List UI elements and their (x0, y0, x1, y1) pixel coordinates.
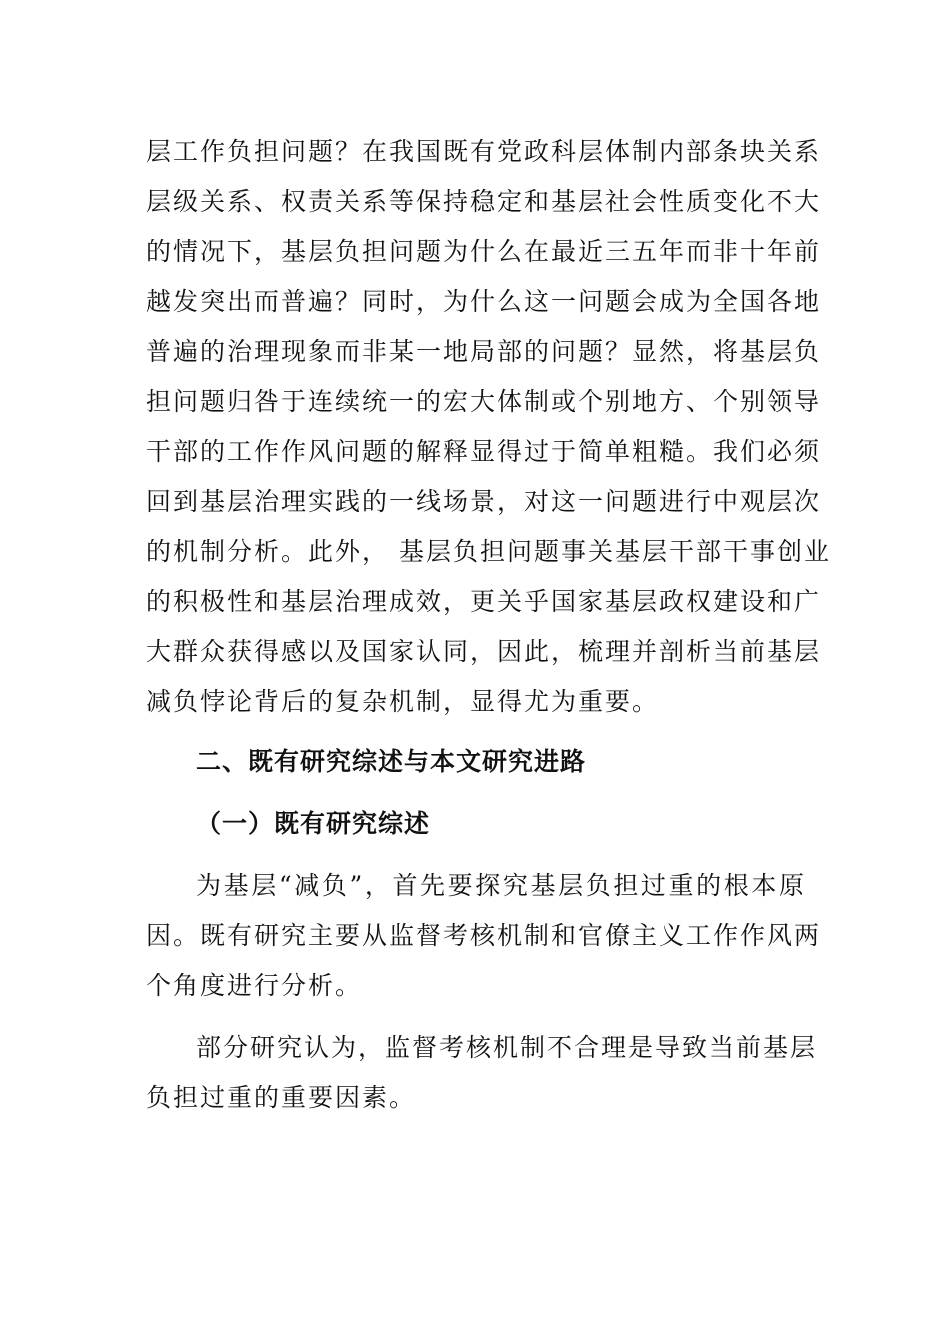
paragraph-line: 担问题归咎于连续统一的宏大体制或个别地方、个别领导 (146, 387, 822, 416)
paragraph-line: 的情况下，基层负担问题为什么在最近三五年而非十年前 (146, 237, 822, 266)
paragraph-line: 普遍的治理现象而非某一地局部的问题？显然，将基层负 (146, 337, 822, 366)
paragraph-line: 的机制分析。此外， 基层负担问题事关基层干部干事创业 (146, 537, 831, 566)
paragraph-line: 干部的工作作风问题的解释显得过于简单粗糙。我们必须 (146, 437, 822, 466)
subsection-heading: （一）既有研究综述 (196, 809, 431, 838)
paragraph-line: 越发突出而普遍？同时，为什么这一问题会成为全国各地 (146, 287, 822, 316)
paragraph-line: 层工作负担问题？在我国既有党政科层体制内部条块关系 (146, 137, 822, 166)
paragraph-line: 因。既有研究主要从监督考核机制和官僚主义工作作风两 (146, 921, 822, 950)
section-heading: 二、既有研究综述与本文研究进路 (196, 747, 587, 776)
paragraph-line: 减负悖论背后的复杂机制，显得尤为重要。 (146, 687, 660, 716)
paragraph-line: 为基层“减负”，首先要探究基层负担过重的根本原 (196, 871, 806, 900)
paragraph-line: 的积极性和基层治理成效，更关乎国家基层政权建设和广 (146, 587, 822, 616)
paragraph-line: 回到基层治理实践的一线场景，对这一问题进行中观层次 (146, 487, 822, 516)
paragraph-line: 层级关系、权责关系等保持稳定和基层社会性质变化不大 (146, 187, 822, 216)
paragraph-line: 大群众获得感以及国家认同，因此，梳理并剖析当前基层 (146, 637, 822, 666)
paragraph-line: 个角度进行分析。 (146, 971, 363, 1000)
paragraph-line: 负担过重的重要因素。 (146, 1083, 417, 1112)
paragraph-line: 部分研究认为，监督考核机制不合理是导致当前基层 (196, 1033, 818, 1062)
